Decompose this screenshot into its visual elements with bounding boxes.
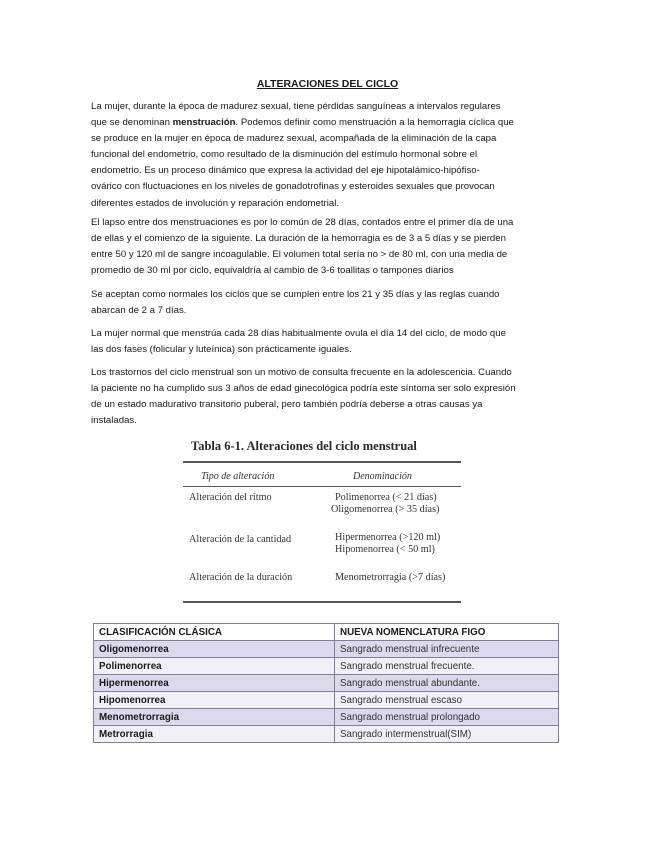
- column-header-clasica: CLASIFICACIÓN CLÁSICA: [94, 624, 335, 641]
- text-fragment: que se denominan: [91, 117, 173, 129]
- bold-term: menstruación: [172, 117, 236, 129]
- row-den-hipermenorrea: Hipermenorrea (>120 ml): [335, 532, 441, 543]
- cell-figo: Sangrado menstrual frecuente.: [335, 658, 559, 675]
- text-line: Los trastornos del ciclo menstrual son un motivo de consulta frecuente en la adolescencia. Cuando: [91, 367, 512, 378]
- table-row: [94, 726, 559, 743]
- cell-clasica: Polimenorrea: [94, 658, 335, 675]
- text-line: ovárico con fluctuaciones en los niveles de gonadotrofinas y esteroides sexuales que provocan: [91, 181, 495, 193]
- text-line: diferentes estados de involución y reparación endometrial.: [91, 197, 339, 209]
- row-tipo-cantidad: Alteración de la cantidad: [189, 534, 292, 545]
- text-line: La mujer normal que menstrúa cada 28 días habitualmente ovula el día 14 del ciclo, de modo que: [91, 328, 506, 339]
- cell-clasica: Hipomenorrea: [94, 692, 335, 709]
- row-den-hipomenorrea: Hipomenorrea (< 50 ml): [335, 544, 435, 555]
- text-line: de un estado madurativo transitorio puberal, pero también podría deberse a otras causas ya: [91, 399, 483, 411]
- row-den-menometrorragia: Menometrorragia (>7 días): [335, 572, 446, 583]
- column-header-figo: NUEVA NOMENCLATURA FIGO: [335, 624, 559, 641]
- paragraph-ovulacion: [91, 326, 567, 358]
- table-row: [94, 641, 559, 658]
- text-line: Se aceptan como normales los ciclos que se cumplen entre los 21 y 35 días y las reglas cuando: [91, 289, 500, 300]
- text-line: La mujer, durante la época de madurez sexual, tiene pérdidas sanguíneas a intervalos regulares: [91, 101, 501, 112]
- cell-clasica: Metrorragia: [94, 726, 335, 743]
- text-line: funcional del endometrio, como resultado de la disminución del estímulo hormonal sobre el: [91, 149, 478, 161]
- text-line: las dos fases (folicular y luteínica) son prácticamente iguales.: [91, 344, 352, 356]
- text-line: promedio de 30 ml por ciclo, equivaldría al cambio de 3-6 toallitas o tampones diarios: [91, 265, 454, 277]
- table-alteraciones-ciclo: [183, 436, 463, 606]
- text-line: endometrio. Es un proceso dinámico que expresa la actividad del eje hipotalámico-hipófiso-: [91, 165, 480, 177]
- document-title: ALTERACIONES DEL CICLO: [256, 78, 399, 90]
- text-line: la paciente no ha cumplido sus 3 años de edad ginecológica podría este síntoma ser solo expresión: [91, 383, 516, 395]
- cell-figo: Sangrado menstrual prolongado: [335, 709, 559, 726]
- paragraph-trastornos: [91, 365, 567, 429]
- row-den-polimenorrea: Polimenorrea (< 21 días): [335, 492, 437, 503]
- paragraph-normales: [91, 287, 567, 319]
- cell-clasica: Menometrorragia: [94, 709, 335, 726]
- table-caption: Tabla 6-1. Alteraciones del ciclo menstrual: [191, 439, 417, 453]
- table-header-row: [94, 624, 559, 641]
- paragraph-lapso: [91, 215, 567, 279]
- table-row: [94, 675, 559, 692]
- cell-figo: Sangrado menstrual escaso: [335, 692, 559, 709]
- table-figo-nomenclatura: [93, 623, 559, 743]
- row-tipo-ritmo: Alteración del ritmo: [189, 492, 272, 503]
- row-den-oligomenorrea: Oligomenorrea (> 35 días): [331, 504, 440, 515]
- table-bottom-rule: [183, 601, 461, 603]
- paragraph-menstruacion: [91, 99, 567, 212]
- text-line: se produce en la mujer en época de madurez sexual, acompañada de la eliminación de la capa: [91, 133, 497, 145]
- cell-figo: Sangrado menstrual abundante.: [335, 675, 559, 692]
- table-row: [94, 709, 559, 726]
- cell-clasica: Oligomenorrea: [94, 641, 335, 658]
- row-tipo-duracion: Alteración de la duración: [189, 572, 293, 583]
- cell-figo: Sangrado intermenstrual(SIM): [335, 726, 559, 743]
- text-line: entre 50 y 120 ml de sangre incoagulable. El volumen total sería no > de 80 ml, con una media de: [91, 249, 508, 261]
- text-line: abarcan de 2 a 7 días.: [91, 305, 187, 317]
- text-line: El lapso entre dos menstruaciones es por lo común de 28 días, contados entre el primer día de una: [91, 217, 514, 228]
- cell-figo: Sangrado menstrual infrecuente: [335, 641, 559, 658]
- column-header-tipo: Tipo de alteración: [201, 471, 275, 482]
- text-line: de ellas y el comienzo de la siguiente. La duración de la hemorragia es de 3 a 5 días y se pierden: [91, 233, 506, 245]
- table-row: [94, 658, 559, 675]
- text-line: instaladas.: [91, 415, 137, 427]
- cell-clasica: Hipermenorrea: [94, 675, 335, 692]
- text-fragment: . Podemos definir como menstruación a la hemorragia cíclica que: [235, 117, 514, 129]
- table-header-rule: [183, 486, 461, 487]
- text-line: [91, 115, 567, 131]
- table-top-rule: [183, 461, 461, 463]
- column-header-denominacion: Denominación: [353, 471, 412, 482]
- table-row: [94, 692, 559, 709]
